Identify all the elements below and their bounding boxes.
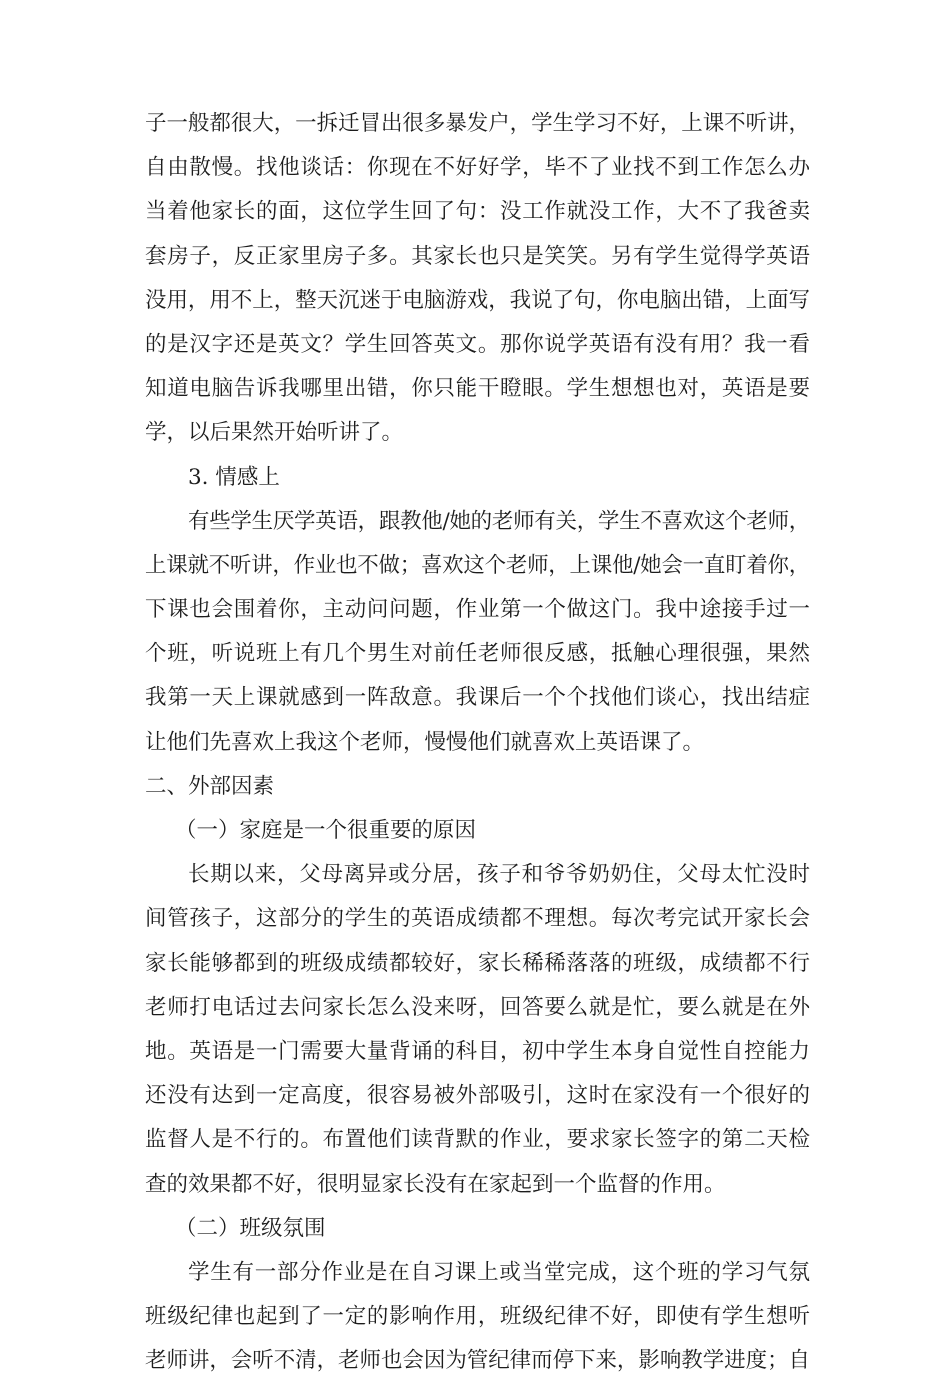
paragraph-line: 上课就不听讲，作业也不做；喜欢这个老师，上课他/她会一直盯着你， xyxy=(145,552,810,578)
paragraph-line: 老师讲，会听不清，老师也会因为管纪律而停下来，影响教学进度；自 xyxy=(145,1348,810,1374)
paragraph-line: 查的效果都不好，很明显家长没有在家起到一个监督的作用。 xyxy=(145,1171,726,1197)
paragraph-line: 长期以来，父母离异或分居，孩子和爷爷奶奶住，父母太忙没时 xyxy=(188,862,810,888)
subsection-heading: （一）家庭是一个很重要的原因 xyxy=(175,818,477,843)
body-text xyxy=(145,102,810,1383)
paragraph-line: 没用，用不上，整天沉迷于电脑游戏，我说了句，你电脑出错，上面写 xyxy=(145,287,810,313)
section-heading: 3. 情感上 xyxy=(188,464,280,490)
paragraph-line: 家长能够都到的班级成绩都较好，家长稀稀落落的班级，成绩都不行 xyxy=(145,950,810,976)
paragraph-line: 套房子，反正家里房子多。其家长也只是笑笑。另有学生觉得学英语 xyxy=(145,243,810,269)
paragraph-line: 个班，听说班上有几个男生对前任老师很反感，抵触心理很强，果然 xyxy=(145,641,810,667)
paragraph-line: 学生有一部分作业是在自习课上或当堂完成，这个班的学习气氛 xyxy=(188,1259,810,1285)
paragraph-line: 间管孩子，这部分的学生的英语成绩都不理想。每次考完试开家长会 xyxy=(145,906,810,932)
paragraph-line: 子一般都很大，一拆迁冒出很多暴发户，学生学习不好，上课不听讲， xyxy=(145,111,810,136)
paragraph-line: 地。英语是一门需要大量背诵的科目，初中学生本身自觉性自控能力 xyxy=(145,1038,810,1064)
paragraph-line: 我第一天上课就感到一阵敌意。我课后一个个找他们谈心，找出结症 xyxy=(145,685,810,711)
paragraph-line: 学，以后果然开始听讲了。 xyxy=(145,420,404,446)
paragraph-line: 还没有达到一定高度，很容易被外部吸引，这时在家没有一个很好的 xyxy=(145,1083,810,1109)
paragraph-line: 老师打电话过去问家长怎么没来呀，回答要么就是忙，要么就是在外 xyxy=(145,994,810,1020)
paragraph-line: 让他们先喜欢上我这个老师，慢慢他们就喜欢上英语课了。 xyxy=(145,729,705,755)
subsection-heading: （二）班级氛围 xyxy=(175,1215,326,1241)
paragraph-line: 监督人是不行的。布置他们读背默的作业，要求家长签字的第二天检 xyxy=(145,1127,810,1153)
paragraph-line: 自由散慢。找他谈话：你现在不好好学，毕不了业找不到工作怎么办 xyxy=(145,155,810,181)
paragraph-line: 的是汉字还是英文？学生回答英文。那你说学英语有没有用？我一看 xyxy=(145,331,810,357)
paragraph-line: 知道电脑告诉我哪里出错，你只能干瞪眼。学生想想也对，英语是要 xyxy=(145,376,810,402)
paragraph-line: 当着他家长的面，这位学生回了句：没工作就没工作，大不了我爸卖 xyxy=(145,199,810,225)
section-heading: 二、外部因素 xyxy=(145,773,275,799)
paragraph-line: 下课也会围着你，主动问问题，作业第一个做这门。我中途接手过一 xyxy=(145,597,810,623)
paragraph-line: 有些学生厌学英语，跟教他/她的老师有关，学生不喜欢这个老师， xyxy=(188,508,810,534)
paragraph-line: 班级纪律也起到了一定的影响作用，班级纪律不好，即使有学生想听 xyxy=(145,1304,810,1330)
